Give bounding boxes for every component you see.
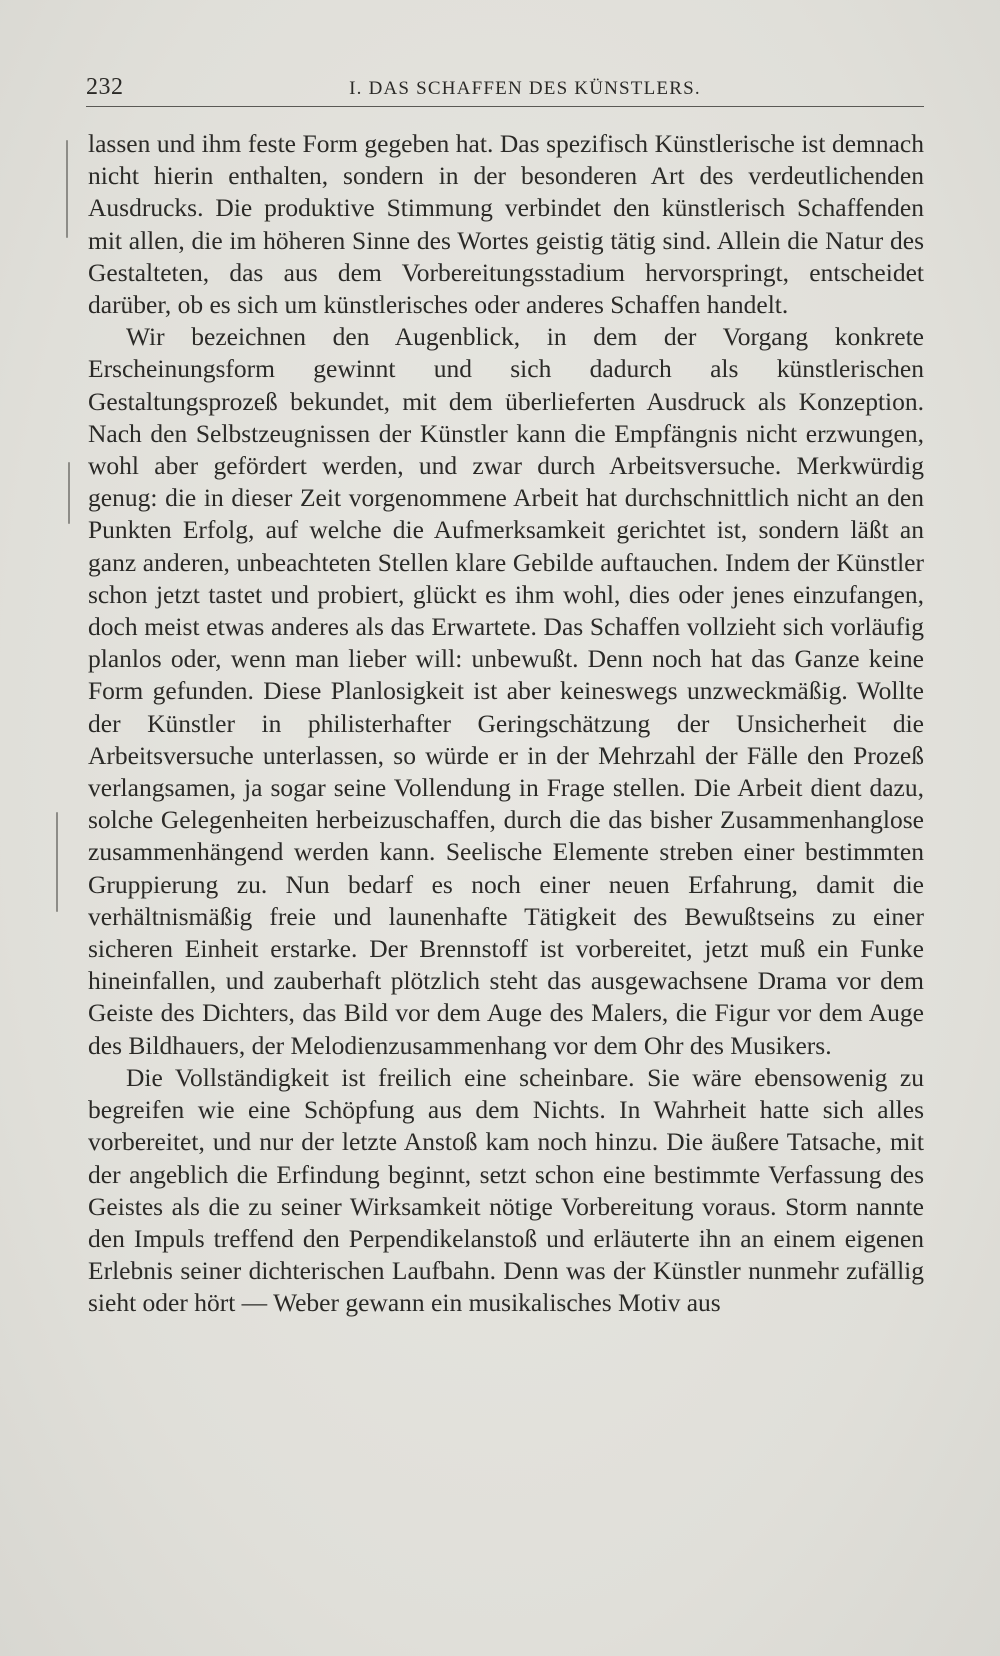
page-header — [86, 72, 924, 107]
page-number: 232 — [86, 74, 124, 100]
margin-pencil-mark — [66, 140, 68, 238]
paragraph: lassen und ihm feste Form gegeben hat. Das spezifisch Künstlerische ist demnach nicht hierin enthalten, sondern in der besonderen Art des verdeutlichenden Ausdrucks. Die produktive Stimmung verbindet den künstlerisch Schaffenden mit allen, die im höheren Sinne des Wortes geistig tätig sind. Allein die Natur des Gestalteten, das aus dem Vorbereitungsstadium hervorspringt, entscheidet darüber, ob es sich um künstlerisches oder anderes Schaffen handelt. — [88, 129, 924, 320]
margin-pencil-mark — [68, 462, 70, 524]
body-text — [88, 128, 924, 1320]
margin-pencil-mark — [56, 812, 58, 912]
paragraph: Wir bezeichnen den Augenblick, in dem der Vorgang konkrete Erscheinungsform gewinnt und sich dadurch als künstlerischen Gestaltungsprozeß bekundet, mit dem überlieferten Ausdruck als Konzeption. Nach den Selbstzeugnissen der Künstler kann die Empfängnis nicht erzwungen, wohl aber gefördert werden, und zwar durch Arbeitsversuche. Merkwürdig genug: die in dieser Zeit vorgenommene Arbeit hat durchschnittlich nicht an den Punkten Erfolg, auf welche die Aufmerksamkeit gerichtet ist, sondern läßt an ganz anderen, unbeachteten Stellen klare Gebilde auftauchen. Indem der Künstler schon jetzt tastet und probiert, glückt es ihm wohl, dies oder jenes einzufangen, doch meist etwas anderes als das Erwartete. Das Schaffen vollzieht sich vorläufig planlos oder, wenn man lieber will: unbewußt. Denn noch hat das Ganze keine Form gefunden. Diese Planlosigkeit ist aber keineswegs unzweckmäßig. Wollte der Künstler in philisterhafter Geringschätzung der Unsicherheit die Arbeitsversuche unterlassen, so würde er in der Mehrzahl der Fälle den Prozeß verlangsamen, ja sogar seine Vollendung in Frage stellen. Die Arbeit dient dazu, solche Gelegenheiten herbeizuschaffen, durch die das bisher Zusammenhanglose zusammenhängend werden kann. Seelische Elemente streben einer bestimmten Gruppierung zu. Nun bedarf es noch einer neuen Erfahrung, damit die verhältnismäßig freie und launenhafte Tätigkeit des Bewußtseins zu einer sicheren Einheit erstarke. Der Brennstoff ist vorbereitet, jetzt muß ein Funke hineinfallen, und zauberhaft plötzlich steht das ausgewachsene Drama vor dem Geiste des Dichters, das Bild vor dem Auge des Malers, die Figur vor dem Auge des Bildhauers, der Melodienzusammenhang vor dem Ohr des Musikers. — [88, 322, 924, 1060]
paragraph: Die Vollständigkeit ist freilich eine scheinbare. Sie wäre ebensowenig zu begreifen wie eine Schöpfung aus dem Nichts. In Wahrheit hatte sich alles vorbereitet, und nur der letzte Anstoß kam noch hinzu. Die äußere Tatsache, mit der angeblich die Erfindung beginnt, setzt schon eine bestimmte Verfassung des Geistes als die zu seiner Wirksamkeit nötige Vorbereitung voraus. Storm nannte den Impuls treffend den Perpendikelanstoß und erläuterte ihn an einem eigenen Erlebnis seiner dichterischen Laufbahn. Denn was der Künstler nunmehr zufällig sieht oder hört — Weber gewann ein musikalisches Motiv aus — [88, 1062, 924, 1318]
running-head: I. DAS SCHAFFEN DES KÜNSTLERS. — [349, 78, 701, 99]
